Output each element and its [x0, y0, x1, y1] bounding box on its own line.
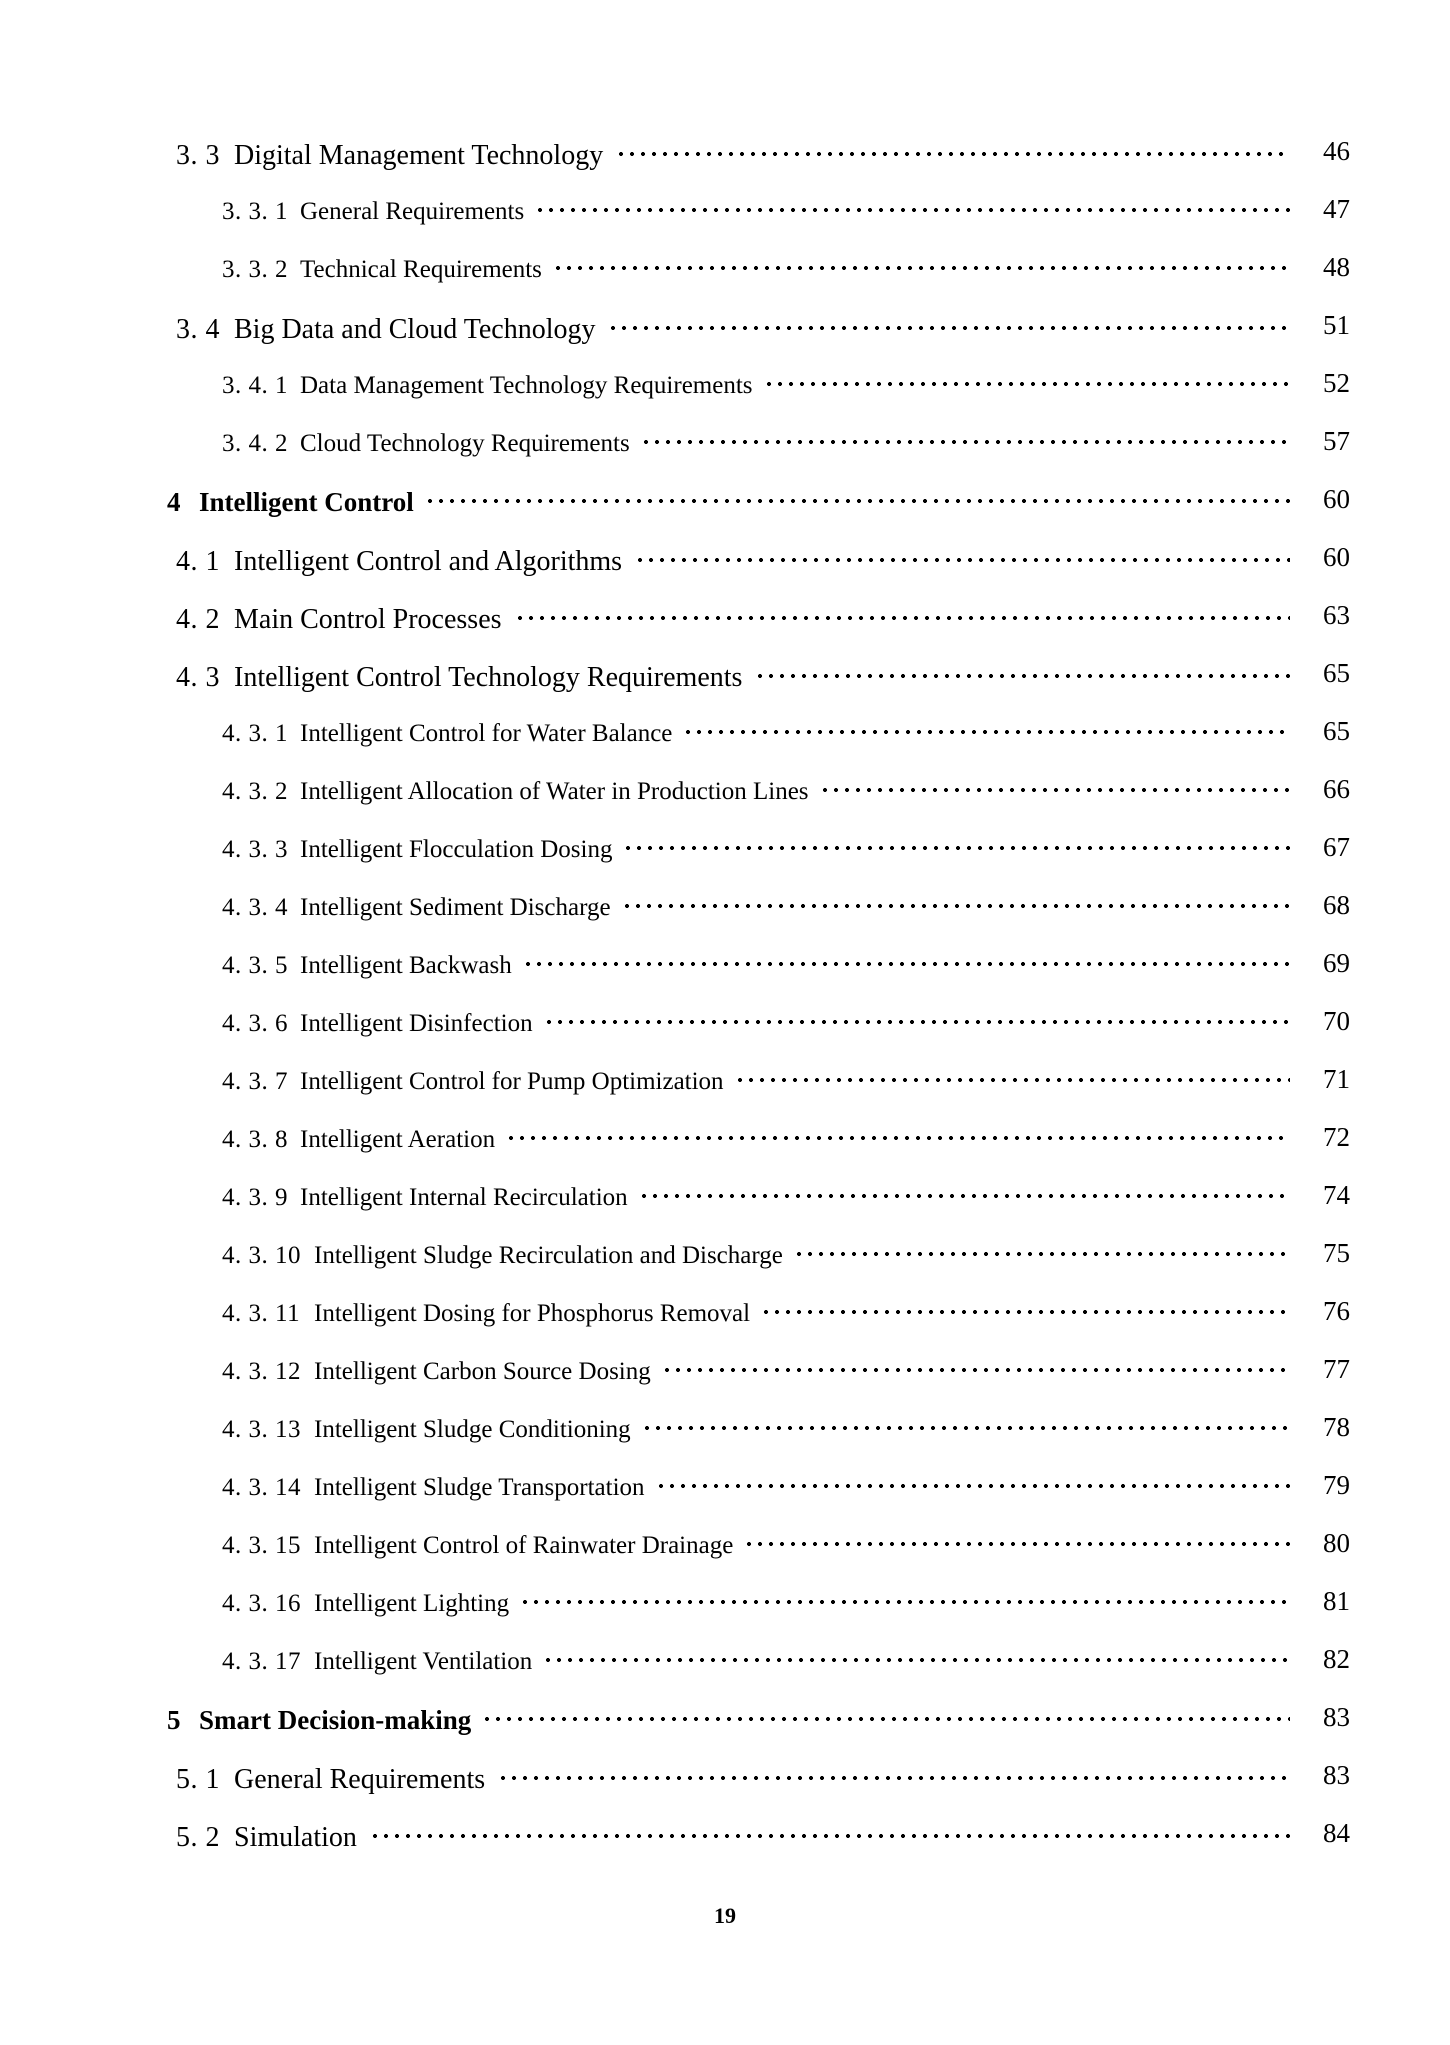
toc-entry[interactable]: [0, 1122, 1450, 1180]
toc-entry-page-number: 75: [1323, 1238, 1350, 1268]
dot-leader: [501, 1760, 1290, 1788]
dot-leader: [767, 368, 1290, 393]
toc-entry-page-number: 63: [1323, 600, 1350, 630]
dot-leader: [645, 1412, 1290, 1437]
toc-entry[interactable]: [0, 1470, 1450, 1528]
toc-entry-page-number: 72: [1323, 1122, 1350, 1152]
toc-entry-number: 4. 3. 5: [222, 952, 288, 979]
toc-entry-page-number: 84: [1323, 1818, 1350, 1848]
toc-entry-title: Intelligent Allocation of Water in Production Lines: [300, 778, 809, 805]
dot-leader: [428, 484, 1290, 511]
toc-entry-page-number: 78: [1323, 1412, 1350, 1442]
toc-entry[interactable]: [0, 252, 1450, 310]
toc-entry-page-number: 47: [1323, 194, 1350, 224]
dot-leader: [644, 426, 1290, 451]
toc-entry-number: 4. 3: [176, 662, 220, 693]
toc-entry-number: 4. 3. 13: [222, 1416, 301, 1443]
dot-leader: [526, 948, 1290, 973]
toc-entry-number: 4. 3. 15: [222, 1532, 301, 1559]
dot-leader: [747, 1528, 1290, 1553]
dot-leader: [686, 716, 1290, 741]
toc-entry-page-number: 80: [1323, 1528, 1350, 1558]
dot-leader: [659, 1470, 1290, 1495]
toc-entry-number: 4. 3. 10: [222, 1242, 301, 1269]
dot-leader: [538, 194, 1290, 219]
toc-entry-page-number: 65: [1323, 658, 1350, 688]
toc-entry[interactable]: [0, 890, 1450, 948]
toc-entry-title: Digital Management Technology: [234, 140, 604, 171]
toc-entry-page-number: 66: [1323, 774, 1350, 804]
toc-entry-title: Big Data and Cloud Technology: [234, 314, 596, 345]
toc-entry-title: Smart Decision-making: [199, 1705, 472, 1735]
toc-entry-number: 3. 4. 2: [222, 430, 288, 457]
toc-entry-title: Intelligent Carbon Source Dosing: [314, 1358, 651, 1385]
toc-entry-number: 3. 4: [176, 314, 220, 345]
toc-entry-page-number: 68: [1323, 890, 1350, 920]
toc-entry-title: Intelligent Internal Recirculation: [300, 1184, 628, 1211]
toc-entry[interactable]: [0, 1064, 1450, 1122]
toc-entry[interactable]: [0, 948, 1450, 1006]
toc-entry-page-number: 46: [1323, 136, 1350, 166]
toc-entry-number: 3. 3. 2: [222, 256, 288, 283]
toc-entry-title: Intelligent Sludge Transportation: [314, 1474, 645, 1501]
toc-entry[interactable]: [0, 1180, 1450, 1238]
dot-leader: [619, 136, 1290, 164]
toc-entry-number: 4. 3. 3: [222, 836, 288, 863]
toc-entry-title: Intelligent Dosing for Phosphorus Removal: [314, 1300, 751, 1327]
dot-leader: [738, 1064, 1290, 1089]
toc-entry-number: 4. 3. 11: [222, 1300, 301, 1327]
footer-page-number: 19: [714, 1903, 736, 1928]
toc-entry[interactable]: [0, 310, 1450, 368]
toc-entry-page-number: 52: [1323, 368, 1350, 398]
toc-entry-page-number: 67: [1323, 832, 1350, 862]
toc-entry-title: Intelligent Control of Rainwater Drainage: [314, 1532, 734, 1559]
toc-entry-title: Intelligent Ventilation: [314, 1648, 533, 1675]
toc-entry[interactable]: [0, 368, 1450, 426]
toc-entry-title: General Requirements: [234, 1764, 486, 1795]
dot-leader: [758, 658, 1290, 686]
toc-entry-page-number: 83: [1323, 1760, 1350, 1790]
toc-entry-number: 4. 3. 16: [222, 1590, 301, 1617]
toc-entry[interactable]: [0, 484, 1450, 542]
toc-entry-page-number: 60: [1323, 542, 1350, 572]
toc-entry[interactable]: [0, 1644, 1450, 1702]
toc-entry-number: 3. 3: [176, 140, 220, 171]
toc-entry-title: Intelligent Sediment Discharge: [300, 894, 611, 921]
dot-leader: [823, 774, 1290, 799]
toc-entry-page-number: 82: [1323, 1644, 1350, 1674]
toc-entry[interactable]: [0, 136, 1450, 194]
dot-leader: [665, 1354, 1290, 1379]
dot-leader: [518, 600, 1290, 628]
toc-entry-title: Data Management Technology Requirements: [300, 372, 753, 399]
toc-entry[interactable]: [0, 832, 1450, 890]
toc-entry-page-number: 65: [1323, 716, 1350, 746]
toc-entry-number: 4. 3. 1: [222, 720, 288, 747]
toc-entry-number: 5. 2: [176, 1822, 220, 1853]
toc-entry-page-number: 83: [1323, 1702, 1350, 1732]
toc-entry-title: Intelligent Control Technology Requirements: [234, 662, 743, 693]
dot-leader: [509, 1122, 1290, 1147]
toc-entry-title: Intelligent Control: [199, 487, 414, 517]
toc-entry-number: 4. 1: [176, 546, 220, 577]
toc-entry-page-number: 81: [1323, 1586, 1350, 1616]
toc-entry-title: Intelligent Disinfection: [300, 1010, 533, 1037]
toc-entry-title: Intelligent Sludge Conditioning: [314, 1416, 631, 1443]
dot-leader: [556, 252, 1290, 277]
toc-entry[interactable]: [0, 1818, 1450, 1876]
toc-entry[interactable]: [0, 774, 1450, 832]
dot-leader: [547, 1006, 1290, 1031]
dot-leader: [611, 310, 1290, 338]
toc-entry-title: Intelligent Control for Pump Optimization: [300, 1068, 724, 1095]
toc-entry-number: 3. 4. 1: [222, 372, 288, 399]
toc-entry-page-number: 69: [1323, 948, 1350, 978]
toc-entry[interactable]: [0, 1760, 1450, 1818]
toc-entry-number: 5: [167, 1705, 181, 1735]
toc-entry[interactable]: [0, 716, 1450, 774]
toc-entry[interactable]: [0, 1238, 1450, 1296]
toc-entry-number: 4. 3. 2: [222, 778, 288, 805]
toc-entry[interactable]: [0, 600, 1450, 658]
toc-entry-page-number: 51: [1323, 310, 1350, 340]
toc-entry-page-number: 70: [1323, 1006, 1350, 1036]
toc-entry-title: Intelligent Control for Water Balance: [300, 720, 673, 747]
toc-entry-title: Intelligent Backwash: [300, 952, 512, 979]
toc-entry-number: 4. 2: [176, 604, 220, 635]
toc-entry[interactable]: [0, 1702, 1450, 1760]
dot-leader: [546, 1644, 1290, 1669]
table-of-contents: [0, 136, 1450, 1876]
toc-entry-title: Intelligent Sludge Recirculation and Discharge: [314, 1242, 783, 1269]
dot-leader: [797, 1238, 1290, 1263]
dot-leader: [373, 1818, 1290, 1846]
dot-leader: [764, 1296, 1290, 1321]
toc-entry-title: Cloud Technology Requirements: [300, 430, 630, 457]
toc-entry-number: 4: [167, 487, 181, 517]
toc-entry[interactable]: [0, 1354, 1450, 1412]
toc-entry-number: 4. 3. 4: [222, 894, 288, 921]
toc-entry-title: Technical Requirements: [300, 256, 542, 283]
toc-entry-title: Intelligent Aeration: [300, 1126, 496, 1153]
toc-entry-number: 4. 3. 7: [222, 1068, 288, 1095]
toc-entry-number: 5. 1: [176, 1764, 220, 1795]
dot-leader: [626, 832, 1290, 857]
toc-entry[interactable]: [0, 194, 1450, 252]
toc-entry-number: 4. 3. 12: [222, 1358, 301, 1385]
dot-leader: [642, 1180, 1290, 1205]
toc-entry[interactable]: [0, 542, 1450, 600]
toc-entry-title: Simulation: [234, 1822, 357, 1853]
toc-entry[interactable]: [0, 1412, 1450, 1470]
toc-entry-page-number: 48: [1323, 252, 1350, 282]
dot-leader: [485, 1702, 1290, 1729]
toc-entry[interactable]: [0, 1006, 1450, 1064]
dot-leader: [625, 890, 1290, 915]
toc-entry[interactable]: [0, 1528, 1450, 1586]
dot-leader: [638, 542, 1290, 570]
toc-entry-number: 4. 3. 6: [222, 1010, 288, 1037]
toc-entry[interactable]: [0, 426, 1450, 484]
toc-entry-number: 4. 3. 8: [222, 1126, 288, 1153]
toc-entry-title: Intelligent Lighting: [314, 1590, 510, 1617]
toc-entry-page-number: 57: [1323, 426, 1350, 456]
toc-entry-page-number: 77: [1323, 1354, 1350, 1384]
toc-entry[interactable]: [0, 1296, 1450, 1354]
toc-entry-number: 4. 3. 14: [222, 1474, 301, 1501]
toc-entry-page-number: 76: [1323, 1296, 1350, 1326]
toc-entry-title: General Requirements: [300, 198, 525, 225]
toc-entry-page-number: 60: [1323, 484, 1350, 514]
dot-leader: [523, 1586, 1290, 1611]
toc-entry-number: 4. 3. 17: [222, 1648, 301, 1675]
toc-entry-page-number: 79: [1323, 1470, 1350, 1500]
toc-entry-title: Main Control Processes: [234, 604, 502, 635]
toc-entry-page-number: 74: [1323, 1180, 1350, 1210]
toc-entry-title: Intelligent Flocculation Dosing: [300, 836, 613, 863]
toc-entry-page-number: 71: [1323, 1064, 1350, 1094]
toc-entry-number: 3. 3. 1: [222, 198, 288, 225]
toc-entry[interactable]: [0, 658, 1450, 716]
toc-entry[interactable]: [0, 1586, 1450, 1644]
toc-entry-number: 4. 3. 9: [222, 1184, 288, 1211]
toc-entry-title: Intelligent Control and Algorithms: [234, 546, 623, 577]
